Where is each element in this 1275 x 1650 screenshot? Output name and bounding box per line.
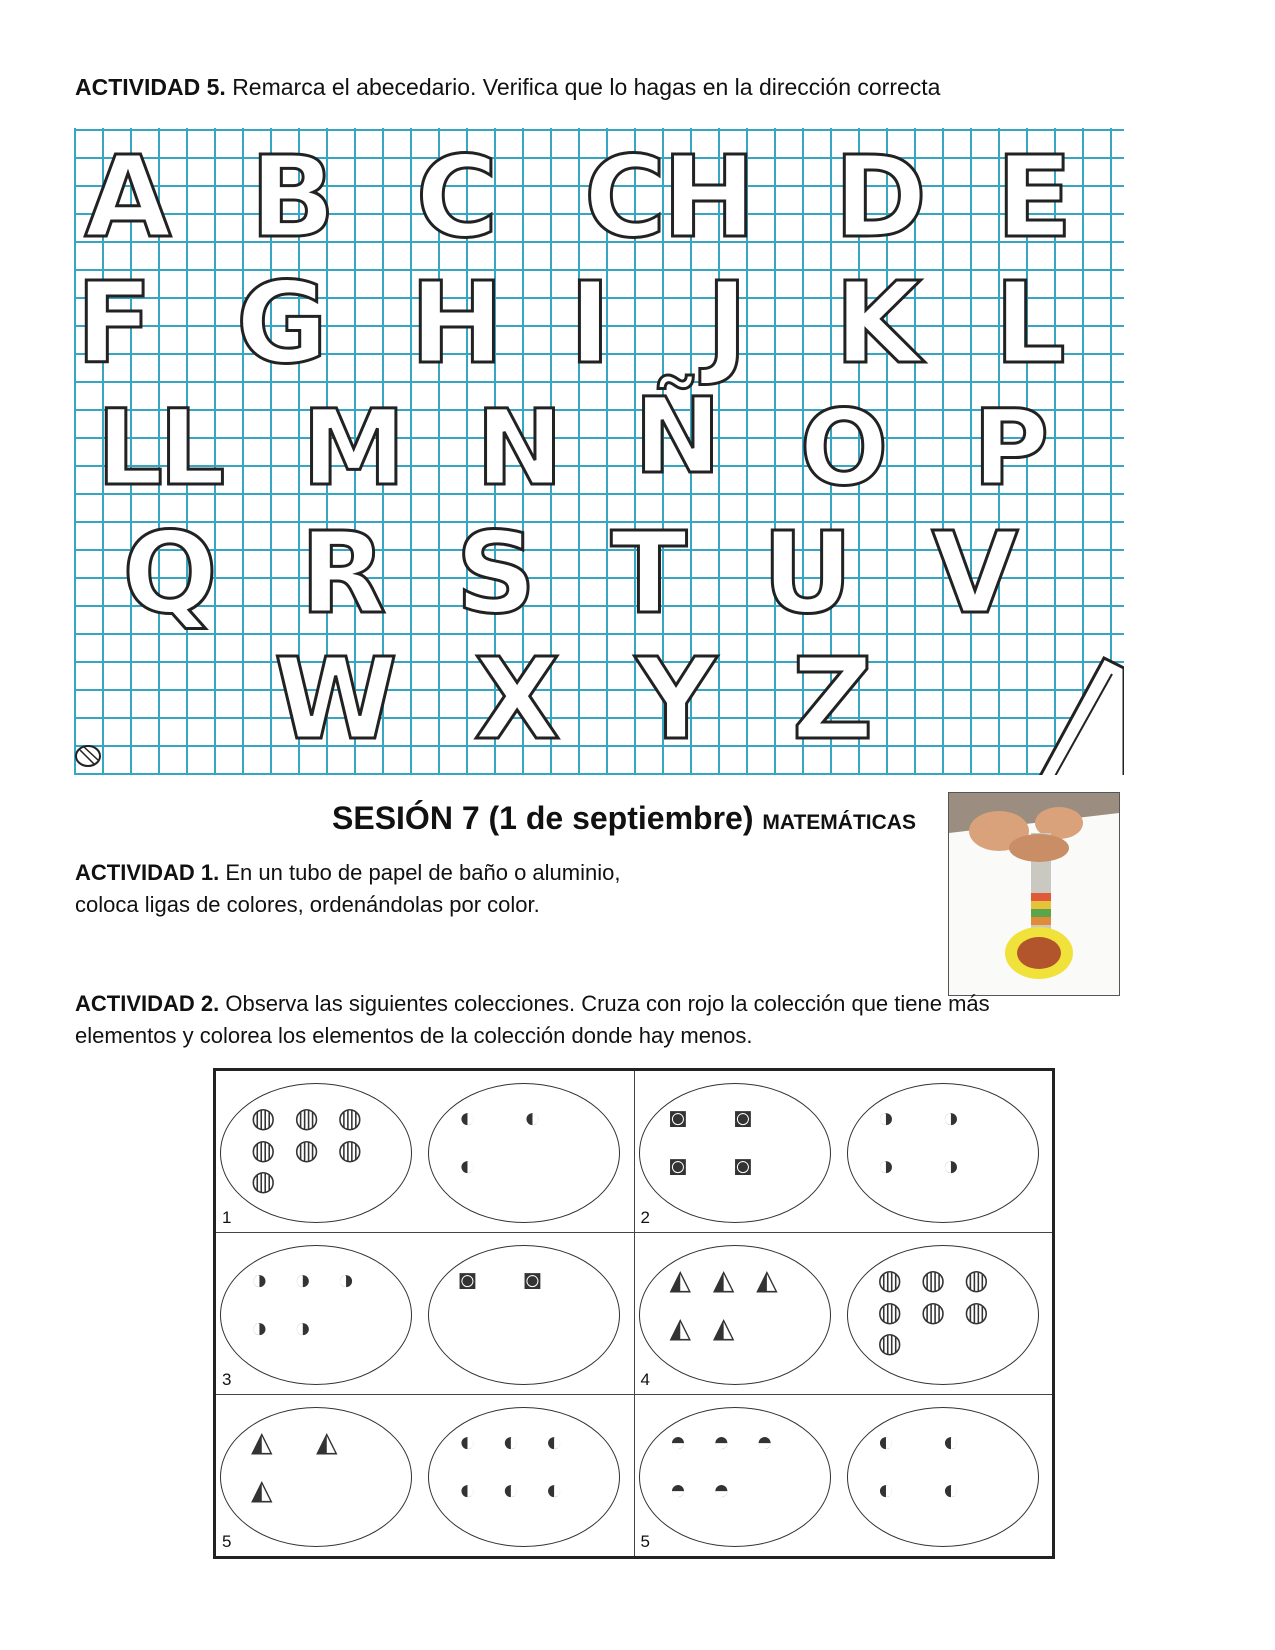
session-subject: MATEMÁTICAS (762, 811, 916, 834)
chick-icon: ◑ (337, 1264, 355, 1295)
activity2-instruction (75, 988, 990, 1052)
collection-oval-right[interactable] (847, 1083, 1039, 1223)
letter-k: K (834, 259, 918, 389)
cow-icon: ◙ (524, 1264, 541, 1295)
chick-icon: ◑ (294, 1311, 312, 1343)
letter-v: V (931, 509, 1015, 639)
parrot-icon: ◭ (251, 1473, 273, 1505)
collection-cell (634, 1233, 1054, 1395)
pig-icon: ◍ (920, 1264, 946, 1295)
letter-t: T (610, 509, 684, 639)
letter-h: H (410, 259, 500, 389)
collection-oval-left[interactable] (639, 1083, 831, 1223)
pig-icon: ◍ (251, 1102, 276, 1133)
chick-icon: ◑ (942, 1102, 960, 1133)
collection-cell (215, 1070, 635, 1233)
chick-icon: ◑ (942, 1149, 960, 1181)
activity1-line2: coloca ligas de colores, ordenándolas por color. (75, 892, 540, 917)
parrot-icon: ◭ (316, 1426, 338, 1457)
cat-icon: ◓ (712, 1426, 730, 1457)
pig-icon: ◍ (964, 1264, 989, 1295)
letter-n-tilde: Ñ (634, 375, 718, 497)
activity2-label: ACTIVIDAD 2. (75, 991, 220, 1016)
parrot-icon: ◭ (669, 1264, 692, 1295)
pig-icon: ◍ (337, 1102, 363, 1133)
letter-d: D (834, 133, 923, 263)
parrot-icon: ◭ (712, 1264, 735, 1295)
duck-icon: ◐ (877, 1426, 895, 1457)
pig-icon: ◍ (877, 1295, 902, 1327)
activity2-line2: elementos y colorea los elementos de la colección donde hay menos. (75, 1023, 753, 1048)
letter-f: F (76, 259, 149, 389)
pig-icon: ◍ (920, 1295, 946, 1327)
pig-icon: ◍ (251, 1133, 276, 1165)
collection-oval-right[interactable] (847, 1245, 1039, 1385)
photo-illustration (949, 793, 1119, 995)
duck-icon: ◐ (545, 1426, 563, 1457)
collection-cell (634, 1395, 1054, 1558)
cat-icon: ◓ (712, 1473, 730, 1505)
pig-icon: ◍ (294, 1133, 319, 1165)
collection-oval-left[interactable] (639, 1245, 831, 1385)
duck-icon: ◐ (942, 1426, 960, 1457)
letter-g: G (236, 259, 324, 389)
cow-icon: ◙ (734, 1149, 752, 1181)
letter-z: Z (792, 635, 870, 765)
letter-ch: CH (584, 133, 752, 263)
letter-ll: LL (96, 387, 222, 509)
pig-icon: ◍ (294, 1102, 319, 1133)
letter-l: L (994, 259, 1062, 389)
letter-e: E (996, 133, 1069, 263)
collection-oval-left[interactable] (220, 1407, 412, 1547)
eraser-icon (74, 740, 104, 770)
letter-n: N (476, 387, 560, 509)
letter-q: Q (122, 509, 214, 639)
letter-i: I (569, 259, 607, 389)
cow-icon: ◙ (669, 1102, 687, 1133)
collection-oval-right[interactable] (847, 1407, 1039, 1547)
activity1-instruction (75, 857, 620, 921)
collection-number: 5 (640, 1532, 650, 1551)
collection-oval-left[interactable] (220, 1083, 412, 1223)
duck-icon: ◐ (459, 1473, 476, 1505)
collection-oval-left[interactable] (639, 1407, 831, 1547)
collections-table (213, 1068, 1055, 1559)
collection-number: 5 (222, 1532, 232, 1551)
cat-icon: ◓ (669, 1426, 687, 1457)
letter-c: C (415, 133, 495, 263)
activity5-text: Remarca el abecedario. Verifica que lo hagas en la dirección correcta (232, 74, 941, 100)
duck-icon: ◐ (877, 1473, 895, 1505)
duck-icon: ◐ (459, 1426, 476, 1457)
chick-icon: ◑ (877, 1102, 895, 1133)
duck-icon: ◐ (459, 1102, 476, 1133)
pig-icon: ◍ (877, 1264, 902, 1295)
alphabet-grid (74, 128, 1124, 775)
duck-icon: ◐ (545, 1473, 563, 1505)
parrot-icon: ◭ (669, 1311, 692, 1343)
collection-number: 4 (640, 1370, 650, 1389)
collection-cell (215, 1233, 635, 1395)
duck-icon: ◐ (942, 1473, 960, 1505)
letter-p: P (972, 387, 1046, 509)
activity5-instruction (75, 74, 940, 101)
letter-m: M (302, 387, 402, 509)
chick-icon: ◑ (877, 1149, 895, 1181)
collection-cell (634, 1070, 1054, 1233)
collection-number: 3 (222, 1370, 232, 1389)
letter-w: W (274, 635, 394, 765)
chick-icon: ◑ (251, 1311, 268, 1343)
pig-icon: ◍ (877, 1327, 902, 1359)
cat-icon: ◓ (669, 1473, 687, 1505)
pig-icon: ◍ (337, 1133, 363, 1165)
collection-oval-left[interactable] (220, 1245, 412, 1385)
letter-u: U (762, 509, 849, 639)
chick-icon: ◑ (251, 1264, 268, 1295)
letter-s: S (455, 509, 533, 639)
letter-b: B (250, 133, 332, 263)
duck-icon: ◐ (502, 1426, 520, 1457)
letter-x: X (474, 635, 557, 765)
letter-a: A (84, 133, 168, 263)
chick-icon: ◑ (294, 1264, 312, 1295)
activity5-label: ACTIVIDAD 5. (75, 74, 226, 100)
session-title: SESIÓN 7 (1 de septiembre) (332, 800, 754, 836)
duck-icon: ◐ (502, 1473, 520, 1505)
pig-icon: ◍ (251, 1165, 276, 1197)
session-heading (332, 800, 916, 837)
parrot-icon: ◭ (251, 1426, 273, 1457)
activity1-label: ACTIVIDAD 1. (75, 860, 220, 885)
collection-number: 1 (222, 1208, 232, 1227)
duck-icon: ◐ (459, 1149, 476, 1181)
duck-icon: ◐ (524, 1102, 541, 1133)
rubber-bands-tube-photo (948, 792, 1120, 996)
activity1-line1: En un tubo de papel de baño o aluminio, (225, 860, 621, 885)
collection-oval-right[interactable] (428, 1083, 620, 1223)
letter-r: R (300, 509, 383, 639)
pig-icon: ◍ (964, 1295, 989, 1327)
cow-icon: ◙ (734, 1102, 752, 1133)
activity2-line1: Observa las siguientes colecciones. Cruza con rojo la colección que tiene más (225, 991, 990, 1016)
letter-y: Y (635, 635, 713, 765)
letter-o: O (799, 387, 885, 509)
collection-number: 2 (640, 1208, 650, 1227)
parrot-icon: ◭ (756, 1264, 778, 1295)
collection-oval-right[interactable] (428, 1407, 620, 1547)
parrot-icon: ◭ (712, 1311, 735, 1343)
collection-cell (215, 1395, 635, 1558)
cat-icon: ◓ (756, 1426, 774, 1457)
cow-icon: ◙ (459, 1264, 476, 1295)
cow-icon: ◙ (669, 1149, 687, 1181)
pencil-icon (1034, 648, 1124, 775)
collection-oval-right[interactable] (428, 1245, 620, 1385)
letter-j: J (706, 259, 744, 389)
